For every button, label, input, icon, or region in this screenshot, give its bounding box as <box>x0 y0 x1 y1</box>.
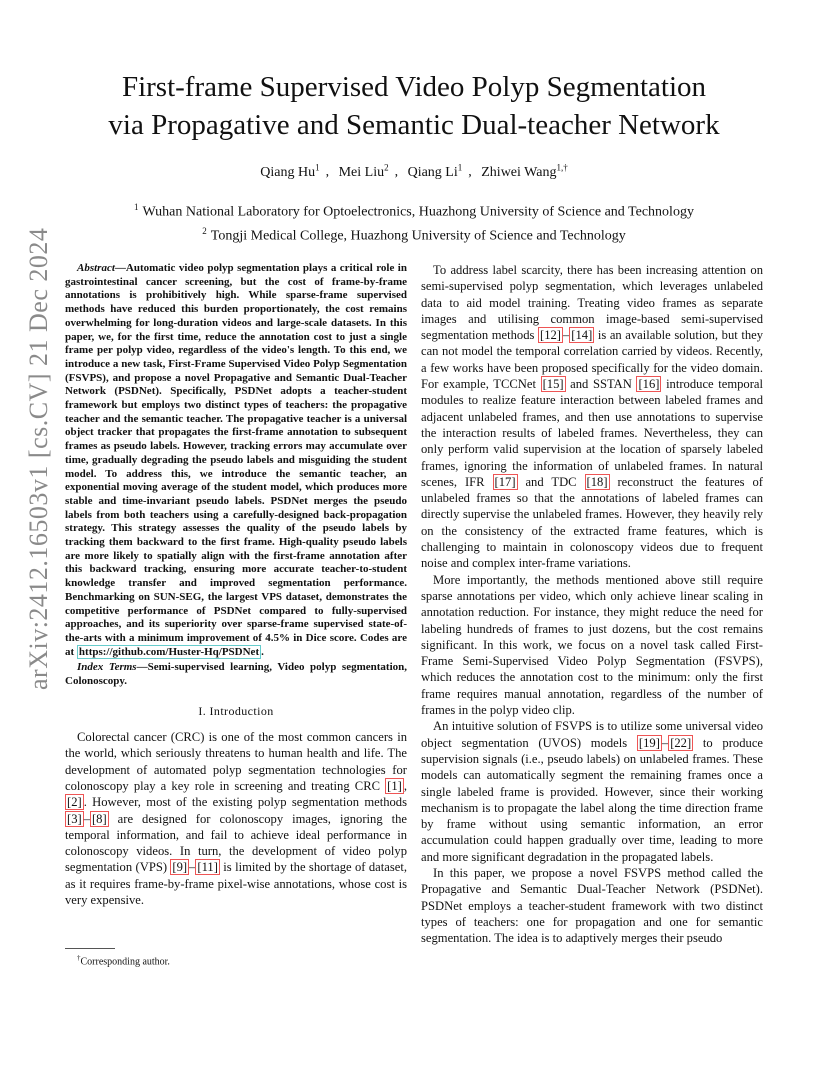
citation-link[interactable]: [19] <box>638 735 660 750</box>
arxiv-identifier: arXiv:2412.16503v1 [cs.CV] 21 Dec 2024 <box>24 227 53 690</box>
abstract-label: Abstract <box>77 262 115 274</box>
citation-link[interactable]: [15] <box>542 377 564 392</box>
citation-link[interactable]: [14] <box>571 328 593 343</box>
paper-title <box>50 68 778 144</box>
title-line: via Propagative and Semantic Dual-teacher Network <box>108 109 720 141</box>
affiliation: $^2$ Tongji Medical College, Huazhong University of Science and Technology <box>202 225 626 244</box>
citation-link[interactable]: [18] <box>586 474 608 489</box>
citation-link[interactable]: [1] <box>387 778 402 793</box>
abstract: Abstract—Automatic video polyp segmentation plays a critical role in gastrointestinal cancer screening, but the cost of frame-by-frame annotations is prohibitively high. While sparse-frame supervised methods have reduced this burden proportionately, the cost remains overwhelming for long-duration videos and large-scale datasets. In this paper, we, for the first time, reduce the annotation cost to just a single frame per polyp video, regardless of the video's length. To this end, we introduce a new task, First-Frame Supervised Video Polyp Segmentation (FSVPS), and propose a novel Propagative and Semantic Dual-Teacher Network (PSDNet). Specifically, PSDNet adopts a teacher-student framework but employs two distinct types of teachers: the propagative teacher and the semantic teacher. The propagative teacher is a universal object tracker that propagates the first-frame annotation to subsequent frames as pseudo labels. However, tracking errors may accumulate over time, gradually degrading the pseudo labels and misguiding the student model. To address this, we introduce the semantic teacher, an exponential moving average of the student model, which produces more stable and time-invariant pseudo labels. PSDNet merges the pseudo labels from both teachers using a carefully-designed back-propagation strategy. This strategy assesses the quality of the pseudo labels by tracking them backward to the first frame. High-quality pseudo labels are more likely to spatially align with the first-frame annotation after this backward tracking, ensuring more accurate teacher-to-student knowledge transfer and improved segmentation performance. Benchmarking on SUN-SEG, the largest VPS dataset, demonstrates the competitive performance of PSDNet compared to fully-supervised approaches, and its superiority over sparse-frame supervised state-of-the-arts with a minimum improvement of 4.5% in Dice score. Codes are at https://github.com/Huster-Hq/PSDNet . <box>65 262 407 658</box>
footnote-rule <box>65 948 115 949</box>
citation-link[interactable]: [12] <box>540 328 561 343</box>
paragraph: An intuitive solution of FSVPS is to utilize some universal video object segmentation (UVOS) models [19] – [22] to produce supervision signals (i.e., pseudo labels) on unlabeled frames. These models can automatically segment the remaining frames once a single labeled frame is provided. However, since their working mechanism is to propagate the label along the time direction frame by frame without using semantic information, an error accumulation could happen gradually over time, leading to more and more significant degradation in the propagated labels. <box>421 719 763 864</box>
citation-link[interactable]: [16] <box>638 377 660 392</box>
section-heading: I. Introduction <box>198 703 274 718</box>
index-terms: Index Terms—Semi-supervised learning, Video polyp segmentation, Colonoscopy. <box>65 661 408 688</box>
paragraph: Colorectal cancer (CRC) is one of the most common cancers in the world, which seriously threatens to human health and life. The development of automated polyp segmentation technologies for colonoscopy play a key role in screening and treating CRC [1] , [2] . However, most of the existing polyp segmentation methods [3] – [8] are designed for colonoscopy images, ignoring the temporal information, and fail to achieve ideal performance in colonoscopy videos. In turn, the development of video polyp segmentation (VPS) [9] – [11] is limited by the shortage of dataset, as it requires frame-by-frame pixel-wise annotations, whose cost is very expensive. <box>65 730 407 908</box>
code-link[interactable]: https://github.com/Huster-Hq/PSDNet <box>78 645 260 658</box>
paragraph: To address label scarcity, there has been increasing attention on semi-supervised polyp segmentation, which leverages unlabeled data to aid model training. Treating video frames as separate images and utilising common image-based semi-supervised segmentation methods [12] – [14] is an available solution, but they can not model the temporal correlation carried by videos. Recently, a few works have been proposed specifically for the video domain. For example, TCCNet [15] and SSTAN [16] introduce temporal modules to realize feature interaction between labeled frames and adjacent unlabeled frames, and then use annotations to supervise the interaction results of labeled frames. Nevertheless, they can only perform valid supervision at the location of sparsely labeled frames, ignoring the information of unlabeled frames. In natural scenes, IFR [17] and TDC [18] reconstruct the features of unlabeled frames so that the annotations of labeled frames can directly supervise the unlabeled frames. However, they heavily rely on the consistency of the extracted frame features, which is challenging to maintain in colonoscopy videos due to frequent noise and complex inter-frame variations. <box>421 263 764 571</box>
citation-link[interactable]: [3] <box>67 811 82 826</box>
citation-link[interactable]: [17] <box>494 474 516 489</box>
author: Qiang Li$^1$ <box>407 162 463 180</box>
right-body <box>421 262 763 946</box>
affiliations <box>50 198 778 245</box>
left-body <box>65 729 407 908</box>
paragraph: More importantly, the methods mentioned above still require sparse annotations per video, which only achieve linear scaling in annotation reduction. For instance, they might reduce the need for labeling hundreds of frames to just dozens, but the cost remains significant. In this work, we focus on a novel task called First-Frame Semi-Supervised Video Polyp Segmentation (FSVPS), which reduces the annotation cost to the minimum: only the first frame requires manual annotation, regardless of the number of frames in the polyp video clip. <box>421 572 763 718</box>
left-column <box>65 262 407 908</box>
author-list: Qiang Hu$^1$ , Mei Liu$^2$ , Qiang Li$^1$ , Zhiwei Wang$^{1,\dagger}$ <box>260 162 568 180</box>
author: Mei Liu$^2$ <box>338 162 389 180</box>
citation-link[interactable]: [2] <box>67 795 82 810</box>
author: Zhiwei Wang$^{1,\dagger}$ <box>481 162 568 180</box>
citation-link[interactable]: [11] <box>197 860 218 875</box>
right-column <box>421 262 763 946</box>
paragraph: In this paper, we propose a novel FSVPS method called the Propagative and Semantic Dual-Teacher Network (PSDNet). PSDNet employs a teacher-student framework with two distinct types of teachers: one for propagation and one for semantic segmentation. The idea is to adaptively merges their pseudo <box>421 865 763 946</box>
citation-link[interactable]: [8] <box>91 811 107 826</box>
title-line: First-frame Supervised Video Polyp Segmentation <box>121 71 707 103</box>
author: Qiang Hu$^1$ <box>260 162 320 180</box>
citation-link[interactable]: [9] <box>172 860 188 875</box>
affiliation: $^1$ Wuhan National Laboratory for Optoelectronics, Huazhong University of Science and Technology <box>134 202 694 220</box>
citation-link[interactable]: [22] <box>670 735 692 750</box>
index-terms-label: Index Terms <box>77 661 137 674</box>
footnote: †Corresponding author. <box>77 954 170 968</box>
